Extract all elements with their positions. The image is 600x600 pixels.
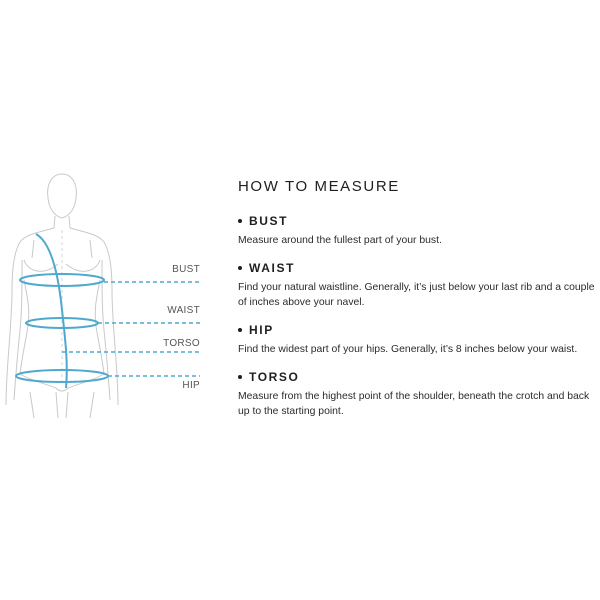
measure-guide [238, 178, 598, 432]
torso-label: TORSO [163, 338, 200, 349]
body-measurement-illustration [0, 160, 220, 420]
waist-heading-row [238, 261, 598, 275]
waist-label: WAIST [167, 305, 200, 316]
leader-lines [62, 282, 200, 376]
bust-heading: BUST [249, 214, 289, 228]
bust-heading-row [238, 214, 598, 228]
bullet-icon [238, 266, 242, 270]
hip-heading-row [238, 323, 598, 337]
bullet-icon [238, 219, 242, 223]
bust-section [238, 214, 598, 248]
waist-section [238, 261, 598, 310]
bust-instructions: Measure around the fullest part of your bust. [238, 235, 442, 246]
hip-heading: HIP [249, 323, 274, 337]
torso-section [238, 370, 598, 419]
waist-heading: WAIST [249, 261, 295, 275]
torso-instructions: Measure from the highest point of the shoulder, beneath the crotch and back up to the starting point. [238, 391, 590, 417]
waist-instructions: Find your natural waistline. Generally, it’s just below your last rib and a couple of inches above your navel. [238, 282, 595, 308]
hip-section [238, 323, 598, 357]
bust-label: BUST [172, 264, 200, 275]
torso-heading: TORSO [249, 370, 300, 384]
page-title: HOW TO MEASURE [238, 178, 400, 195]
hip-instructions: Find the widest part of your hips. Generally, it’s 8 inches below your waist. [238, 344, 578, 355]
torso-heading-row [238, 370, 598, 384]
bullet-icon [238, 375, 242, 379]
bullet-icon [238, 328, 242, 332]
hip-label: HIP [182, 380, 200, 391]
